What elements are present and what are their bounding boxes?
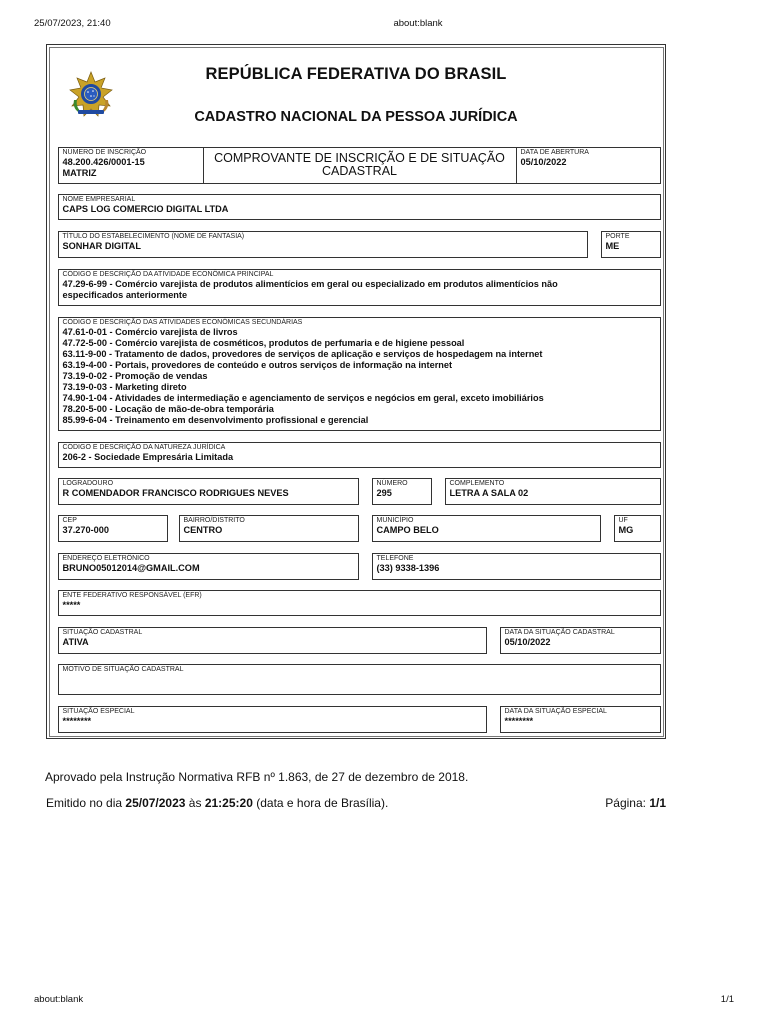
emitido-suffix: (data e hora de Brasília). (256, 796, 389, 810)
municipio-box (372, 515, 601, 542)
data-situacao-cadastral-value: 05/10/2022 (504, 636, 551, 647)
situacao-especial-label: SITUAÇÃO ESPECIAL (62, 707, 135, 715)
approved-note: Aprovado pela Instrução Normativa RFB nº 1.863, de 27 de dezembro de 2018. (45, 770, 469, 784)
logradouro-value: R COMENDADOR FRANCISCO RODRIGUES NEVES (62, 487, 289, 498)
list-item: 63.11-9-00 - Tratamento de dados, provedores de serviços de aplicação e serviços de hospedagem na internet (62, 348, 543, 359)
uf-label: UF (618, 516, 628, 524)
titulo-estabelecimento-label: TÍTULO DO ESTABELECIMENTO (NOME DE FANTASIA) (62, 232, 245, 240)
porte-label: PORTE (605, 232, 630, 240)
bairro-value: CENTRO (183, 524, 223, 535)
motivo-situacao-box (58, 664, 661, 695)
data-situacao-cadastral-box (500, 627, 661, 654)
titulo-estabelecimento-value: SONHAR DIGITAL (62, 240, 141, 251)
data-situacao-especial-box (500, 706, 661, 733)
list-item: 73.19-0-03 - Marketing direto (62, 381, 187, 392)
efr-box (58, 590, 661, 616)
efr-value: ***** (62, 599, 81, 610)
situacao-cadastral-value: ATIVA (62, 636, 89, 647)
list-item: 47.72-5-00 - Comércio varejista de cosméticos, produtos de perfumaria e de higiene pessoal (62, 337, 465, 348)
browser-print-header (34, 18, 734, 30)
comprovante-line-1: COMPROVANTE DE INSCRIÇÃO E DE SITUAÇÃO (214, 150, 505, 165)
print-datetime: 25/07/2023, 21:40 (34, 18, 111, 29)
porte-box (601, 231, 661, 258)
numero-label: NÚMERO (376, 479, 408, 487)
emitido-prefix: Emitido no dia (46, 796, 123, 810)
situacao-cadastral-label: SITUAÇÃO CADASTRAL (62, 628, 143, 636)
print-footer-page: 1/1 (720, 994, 734, 1005)
titulo-estabelecimento-box (58, 231, 588, 258)
atividades-secundarias-list (63, 327, 656, 426)
comprovante-line-2: CADASTRAL (321, 163, 398, 178)
list-item: 78.20-5-00 - Locação de mão-de-obra temporária (62, 403, 274, 414)
matriz-value: MATRIZ (62, 167, 97, 178)
telefone-box (372, 553, 661, 580)
document-title: REPÚBLICA FEDERATIVA DO BRASIL (205, 64, 507, 83)
list-item: 74.90-1-04 - Atividades de intermediação e agenciamento de serviços e negócios em geral, exceto imobiliários (62, 392, 544, 403)
uf-box (614, 515, 661, 542)
complemento-label: COMPLEMENTO (449, 479, 505, 487)
logradouro-label: LOGRADOURO (62, 479, 114, 487)
pagina-indicator (605, 796, 666, 810)
telefone-value: (33) 9338-1396 (376, 562, 440, 573)
document-subtitle: CADASTRO NACIONAL DA PESSOA JURÍDICA (194, 108, 518, 125)
pagina-label: Página: (605, 796, 646, 810)
porte-value: ME (605, 240, 620, 251)
motivo-situacao-label: MOTIVO DE SITUAÇÃO CADASTRAL (62, 665, 184, 673)
list-item: 47.61-0-01 - Comércio varejista de livros (62, 326, 238, 337)
nome-empresarial-value: CAPS LOG COMERCIO DIGITAL LTDA (62, 203, 229, 214)
atividade-principal-line-2: especificados anteriormente (62, 289, 188, 300)
browser-print-footer (34, 994, 734, 1006)
emitido-as: às (188, 796, 202, 810)
bairro-box (179, 515, 359, 542)
list-item: 85.99-6-04 - Treinamento em desenvolvimento profissional e gerencial (62, 414, 369, 425)
atividades-secundarias-label: CÓDIGO E DESCRIÇÃO DAS ATIVIDADES ECONÔMICAS SECUNDÁRIAS (62, 318, 303, 326)
situacao-especial-box (58, 706, 487, 733)
nome-empresarial-label: NOME EMPRESARIAL (62, 195, 136, 203)
complemento-value: LETRA A SALA 02 (449, 487, 529, 498)
atividade-principal-line-1: 47.29-6-99 - Comércio varejista de produtos alimentícios em geral ou especializado em produtos alimentícios não (62, 278, 558, 289)
cep-box (58, 515, 168, 542)
print-footer-url: about:blank (34, 994, 84, 1005)
efr-label: ENTE FEDERATIVO RESPONSÁVEL (EFR) (62, 591, 202, 599)
emitido-date: 25/07/2023 (125, 796, 186, 810)
numero-inscricao-box (58, 147, 204, 184)
numero-inscricao-value: 48.200.426/0001-15 (62, 156, 145, 167)
data-abertura-box (516, 147, 661, 184)
municipio-value: CAMPO BELO (376, 524, 439, 535)
emitido-time: 21:25:20 (204, 796, 253, 810)
logradouro-box (58, 478, 359, 505)
atividade-principal-label: CÓDIGO E DESCRIÇÃO DA ATIVIDADE ECONÔMICA PRINCIPAL (62, 270, 274, 278)
email-box (58, 553, 359, 580)
data-situacao-especial-value: ******** (504, 715, 534, 726)
emitido-line (46, 796, 388, 810)
document-inner-border (49, 47, 664, 737)
pagina-value: 1/1 (649, 796, 666, 810)
uf-value: MG (618, 524, 634, 535)
document-frame (46, 44, 666, 739)
list-item: 73.19-0-02 - Promoção de vendas (62, 370, 208, 381)
situacao-especial-value: ******** (62, 715, 92, 726)
comprovante-box (203, 147, 517, 184)
bairro-label: BAIRRO/DISTRITO (183, 516, 245, 524)
print-url: about:blank (393, 18, 443, 29)
comprovante-title (204, 152, 516, 178)
municipio-label: MUNICÍPIO (376, 516, 414, 524)
cep-label: CEP (62, 516, 77, 524)
data-abertura-value: 05/10/2022 (520, 156, 567, 167)
atividades-secundarias-box (58, 317, 661, 431)
numero-value: 295 (376, 487, 392, 498)
data-situacao-cadastral-label: DATA DA SITUAÇÃO CADASTRAL (504, 628, 615, 636)
nome-empresarial-box (58, 194, 661, 220)
complemento-box (445, 478, 661, 505)
natureza-juridica-box (58, 442, 661, 468)
list-item: 63.19-4-00 - Portais, provedores de conteúdo e outros serviços de informação na internet (62, 359, 453, 370)
telefone-label: TELEFONE (376, 554, 414, 562)
situacao-cadastral-box (58, 627, 487, 654)
natureza-juridica-label: CÓDIGO E DESCRIÇÃO DA NATUREZA JURÍDICA (62, 443, 226, 451)
cep-value: 37.270-000 (62, 524, 109, 535)
atividade-principal-box (58, 269, 661, 306)
data-abertura-label: DATA DE ABERTURA (520, 148, 589, 156)
email-value: BRUNO05012014@GMAIL.COM (62, 562, 200, 573)
numero-box (372, 478, 432, 505)
email-label: ENDEREÇO ELETRÔNICO (62, 554, 150, 562)
numero-inscricao-label: NÚMERO DE INSCRIÇÃO (62, 148, 147, 156)
natureza-juridica-value: 206-2 - Sociedade Empresária Limitada (62, 451, 234, 462)
data-situacao-especial-label: DATA DA SITUAÇÃO ESPECIAL (504, 707, 607, 715)
